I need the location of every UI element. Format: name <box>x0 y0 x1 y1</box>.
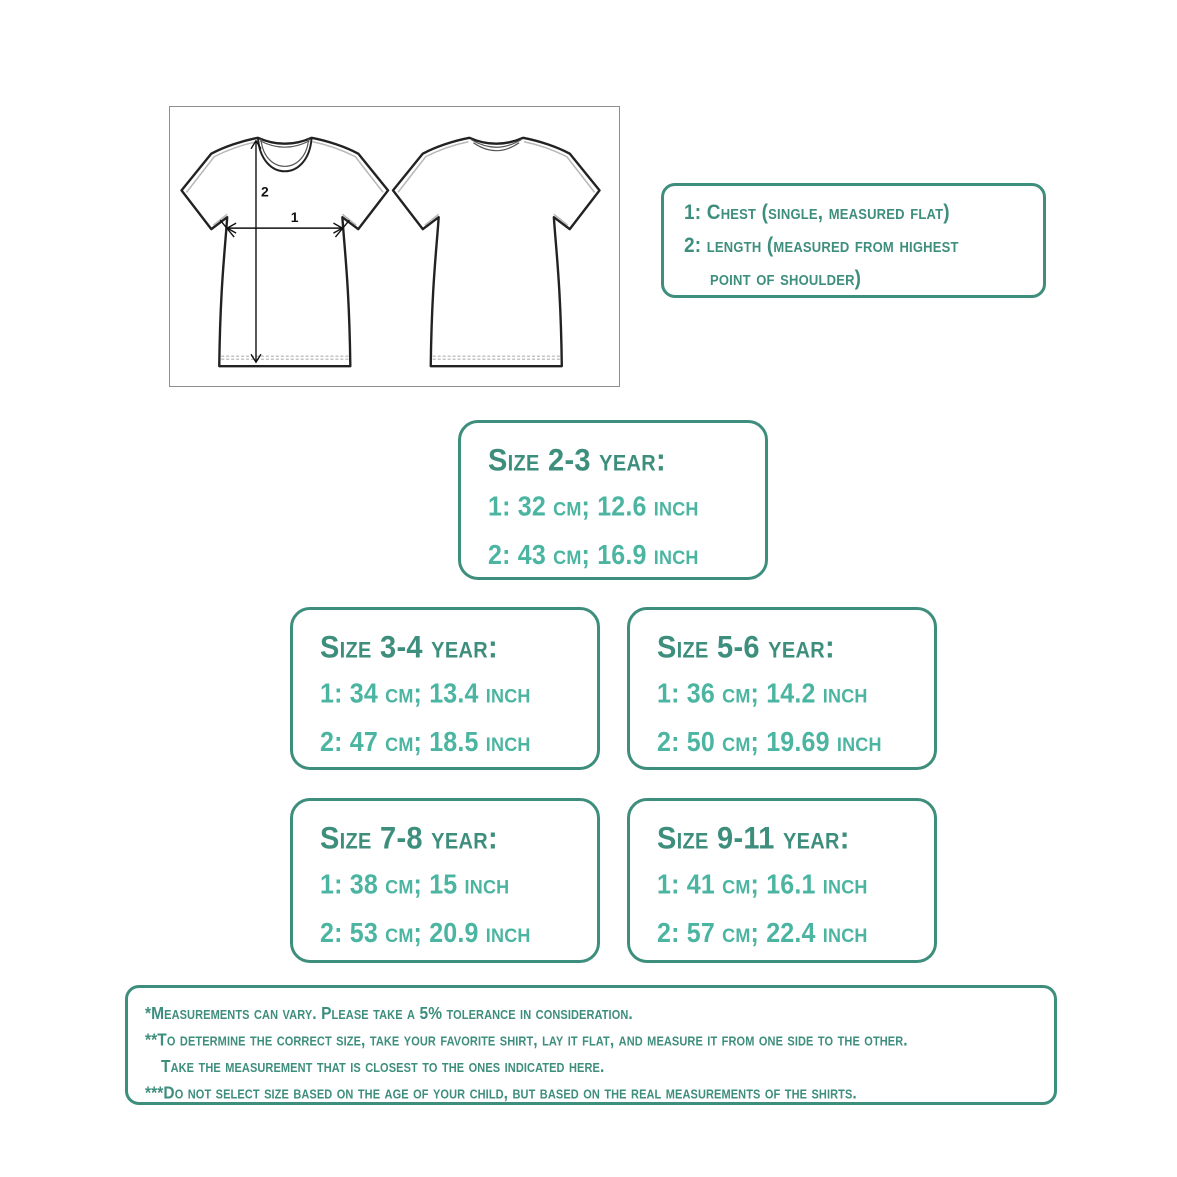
size-title: Size 9-11 year: <box>657 820 850 856</box>
chest-value: 1: 36 cm; 14.2 inch <box>657 678 868 709</box>
tshirt-diagram <box>170 107 619 386</box>
note-how-to-measure-cont: Take the measurement that is closest to the ones indicated here. <box>161 1057 605 1077</box>
size-box-9-11-year <box>627 798 937 963</box>
chest-value: 1: 34 cm; 13.4 inch <box>320 678 531 709</box>
note-how-to-measure: **To determine the correct size, take your favorite shirt, lay it flat, and measure it from one side to the other. <box>145 1030 908 1051</box>
chest-value: 1: 32 cm; 12.6 inch <box>488 491 699 522</box>
size-box-3-4-year <box>290 607 600 770</box>
tshirt-back-view <box>393 138 600 366</box>
legend-line-length-cont: point of shoulder) <box>710 267 862 291</box>
size-title: Size 3-4 year: <box>320 629 498 665</box>
size-title: Size 2-3 year: <box>488 442 666 478</box>
measure-label-2: 2 <box>260 183 269 200</box>
notes-box <box>125 985 1057 1105</box>
legend-line-chest: 1: Chest (single, measured flat) <box>684 201 950 225</box>
length-value: 2: 47 cm; 18.5 inch <box>320 726 531 758</box>
length-value: 2: 53 cm; 20.9 inch <box>320 917 531 949</box>
legend-line-length: 2: length (measured from highest <box>684 234 959 258</box>
note-age-warning: ***Do not select size based on the age of your child, but based on the real measurements of the shirts. <box>145 1083 857 1103</box>
size-title: Size 7-8 year: <box>320 820 498 856</box>
chest-value: 1: 38 cm; 15 inch <box>320 869 510 900</box>
legend-box <box>661 183 1046 298</box>
length-value: 2: 50 cm; 19.69 inch <box>657 726 882 758</box>
note-tolerance: *Measurements can vary. Please take a 5% tolerance in consideration. <box>145 1004 633 1024</box>
tshirt-front-view <box>182 138 389 366</box>
length-value: 2: 57 cm; 22.4 inch <box>657 917 868 949</box>
size-box-2-3-year <box>458 420 768 580</box>
chest-value: 1: 41 cm; 16.1 inch <box>657 869 868 900</box>
tshirt-diagram-frame <box>169 106 620 387</box>
size-title: Size 5-6 year: <box>657 629 835 665</box>
length-value: 2: 43 cm; 16.9 inch <box>488 539 699 571</box>
size-box-5-6-year <box>627 607 937 770</box>
measure-label-1: 1 <box>290 209 299 226</box>
size-box-7-8-year <box>290 798 600 963</box>
